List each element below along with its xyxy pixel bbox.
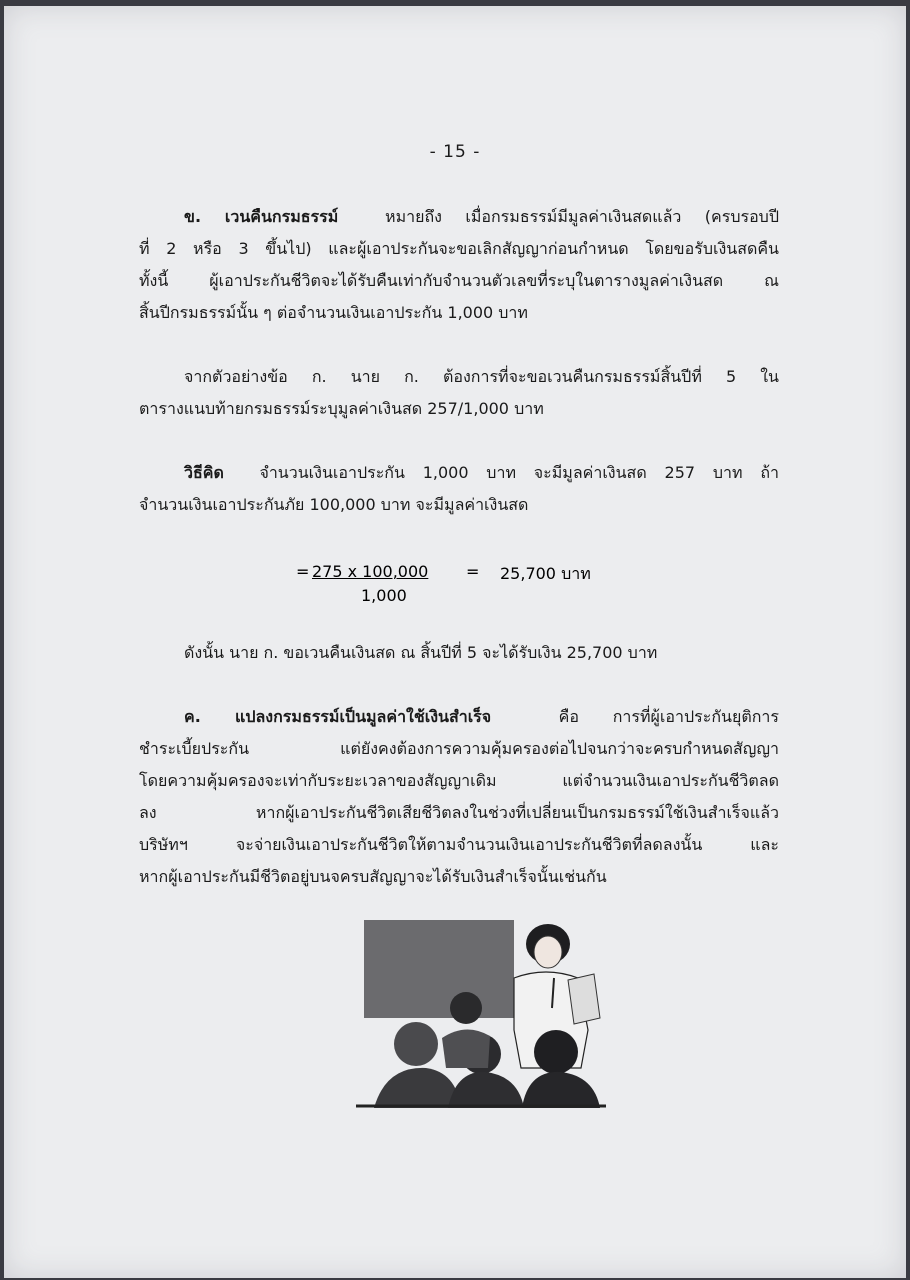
formula-denominator: 1,000 <box>361 586 407 605</box>
formula-equals-2: = <box>466 562 480 581</box>
board-shape <box>364 920 514 1018</box>
student-body-4 <box>442 1029 490 1068</box>
section-b-text-1: หมายถึง เมื่อกรมธรรม์มีมูลค่าเงินสดแล้ว (ครบรอบปี <box>385 207 779 226</box>
method-text-2: จำนวนเงินเอาประกันภัย 100,000 บาท จะมีมูลค่าเงินสด <box>139 495 529 514</box>
section-b-text-4: สิ้นปีกรมธรรม์นั้น ๆ ต่อจำนวนเงินเอาประกัน 1,000 บาท <box>139 303 528 322</box>
student-body-1 <box>374 1068 461 1108</box>
classroom-illustration <box>356 918 606 1108</box>
page-number: - 15 - <box>429 142 481 162</box>
section-b-heading: ข. เวนคืนกรมธรรม์ <box>184 207 339 226</box>
example-line-1: จากตัวอย่างข้อ ก. นาย ก. ต้องการที่จะขอเวนคืนกรมธรรม์สิ้นปีที่ 5 ใน <box>184 367 779 386</box>
student-head-1 <box>450 992 482 1024</box>
method-label: วิธีคิด <box>184 463 224 482</box>
section-c-heading: ค. แปลงกรมธรรม์เป็นมูลค่าใช้เงินสำเร็จ <box>184 707 492 726</box>
papers-shape <box>568 974 600 1024</box>
formula-result: 25,700 บาท <box>500 564 591 583</box>
section-c-text-3: โดยความคุ้มครองจะเท่ากับระยะเวลาของสัญญาเดิม แต่จำนวนเงินเอาประกันชีวิตลด <box>139 771 779 790</box>
section-c-text-2: ชำระเบี้ยประกัน แต่ยังคงต้องการความคุ้มครองต่อไปจนกว่าจะครบกำหนดสัญญา <box>139 739 779 758</box>
section-b-text-2: ที่ 2 หรือ 3 ขึ้นไป) และผู้เอาประกันจะขอเลิกสัญญาก่อนกำหนด โดยขอรับเงินสดคืน <box>139 239 779 258</box>
section-b-line-1 <box>139 206 779 228</box>
student-body-2 <box>448 1072 524 1108</box>
section-c-line-1 <box>139 706 779 728</box>
formula-equals-1: = <box>296 562 310 581</box>
student-head-2 <box>394 1022 438 1066</box>
example-line-2: ตารางแนบท้ายกรมธรรม์ระบุมูลค่าเงินสด 257/1,000 บาท <box>139 399 544 418</box>
section-c-text-1: คือ การที่ผู้เอาประกันยุติการ <box>558 707 779 726</box>
method-text-1: จำนวนเงินเอาประกัน 1,000 บาท จะมีมูลค่าเงินสด 257 บาท ถ้า <box>259 463 779 482</box>
conclusion-text: ดังนั้น นาย ก. ขอเวนคืนเงินสด ณ สิ้นปีที่ 5 จะได้รับเงิน 25,700 บาท <box>184 643 658 662</box>
student-body-3 <box>522 1072 600 1108</box>
section-c-text-6: หากผู้เอาประกันมีชีวิตอยู่บนจครบสัญญาจะได้รับเงินสำเร็จนั้นเช่นกัน <box>139 867 607 886</box>
section-c-text-5: บริษัทฯ จะจ่ายเงินเอาประกันชีวิตให้ตามจำนวนเงินเอาประกันชีวิตที่ลดลงนั้น และ <box>139 835 779 854</box>
teacher-face <box>534 936 562 968</box>
section-c-text-4: ลง หากผู้เอาประกันชีวิตเสียชีวิตลงในช่วงที่เปลี่ยนเป็นกรมธรรม์ใช้เงินสำเร็จแล้ว <box>139 803 779 822</box>
method-line-1 <box>184 462 779 484</box>
document-page <box>4 6 906 1278</box>
student-head-4 <box>534 1030 578 1074</box>
formula-numerator: 275 x 100,000 <box>312 562 429 581</box>
section-b-text-3: ทั้งนี้ ผู้เอาประกันชีวิตจะได้รับคืนเท่ากับจำนวนตัวเลขที่ระบุในตารางมูลค่าเงินสด ณ <box>139 271 779 290</box>
